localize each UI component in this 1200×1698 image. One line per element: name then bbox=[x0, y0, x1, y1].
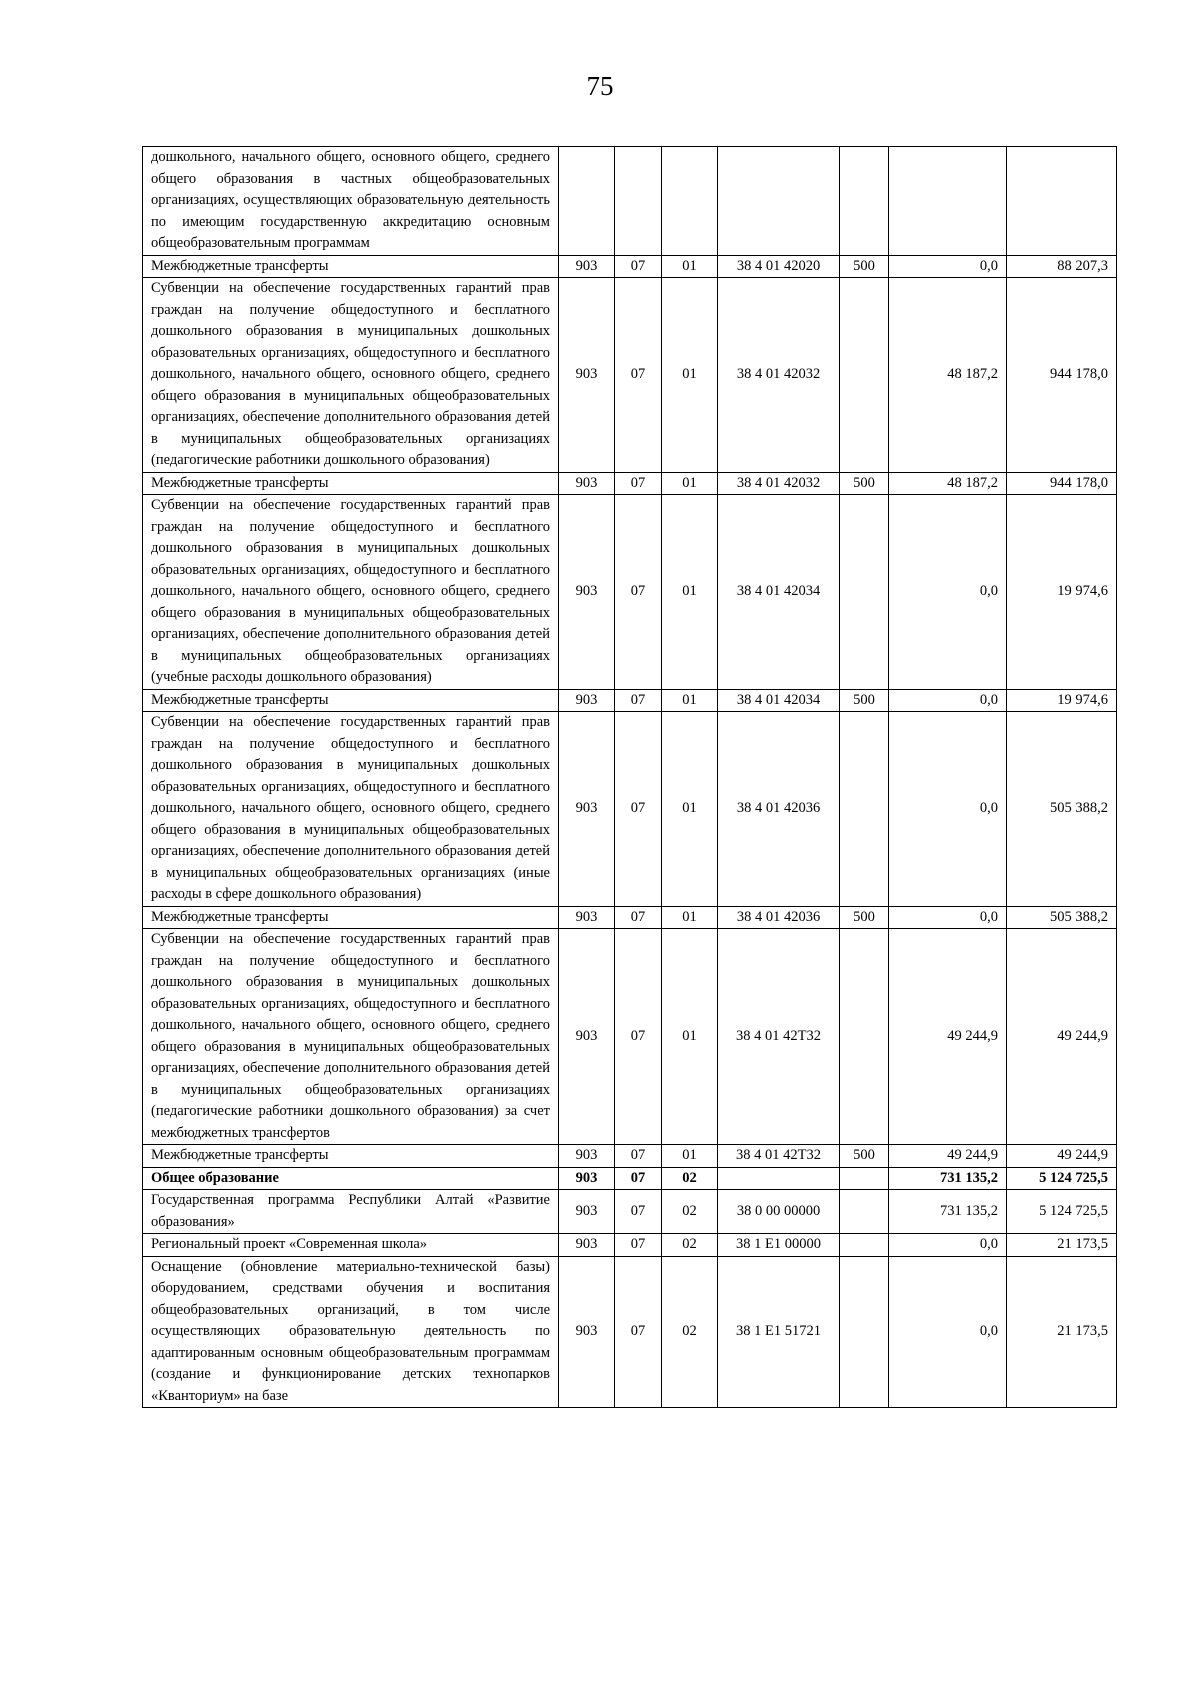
cell-ministry-code: 903 bbox=[559, 1190, 615, 1234]
cell-target-code: 38 4 01 42036 bbox=[718, 906, 840, 929]
cell-sum-2: 21 173,5 bbox=[1007, 1234, 1117, 1257]
cell-section: 07 bbox=[615, 1145, 662, 1168]
cell-ministry-code: 903 bbox=[559, 1256, 615, 1408]
cell-section: 07 bbox=[615, 278, 662, 473]
cell-sum-1: 0,0 bbox=[889, 906, 1007, 929]
cell-expense-type: 500 bbox=[840, 255, 889, 278]
table-row bbox=[143, 929, 1117, 1145]
cell-name: Субвенции на обеспечение государственных гарантий прав граждан на получение общедоступного и бесплатного дошкольного образования в муниципальных дошкольных образовательных организациях, общедоступного и бесплатного дошкольного, начального общего, основного общего, среднего общего образования в муниципальных общеобразовательных организациях, обеспечение дополнительного образования детей в муниципальных общеобразовательных организациях (иные расходы в сфере дошкольного образования) bbox=[143, 712, 559, 907]
cell-expense-type: 500 bbox=[840, 472, 889, 495]
cell-section: 07 bbox=[615, 495, 662, 690]
cell-expense-type bbox=[840, 278, 889, 473]
cell-target-code: 38 4 01 42034 bbox=[718, 689, 840, 712]
cell-name: Межбюджетные трансферты bbox=[143, 689, 559, 712]
cell-subsection: 01 bbox=[662, 712, 718, 907]
cell-subsection: 01 bbox=[662, 255, 718, 278]
cell-subsection: 02 bbox=[662, 1167, 718, 1190]
cell-sum-2: 505 388,2 bbox=[1007, 906, 1117, 929]
cell-subsection: 01 bbox=[662, 278, 718, 473]
table-row bbox=[143, 1256, 1117, 1408]
cell-expense-type: 500 bbox=[840, 689, 889, 712]
cell-name: Оснащение (обновление материально-технической базы) оборудованием, средствами обучения и воспитания общеобразовательных организаций, в том числе осуществляющих образовательную деятельность по адаптированным основным общеобразовательным программам (создание и функционирование детских технопарков «Кванториум» на базе bbox=[143, 1256, 559, 1408]
cell-sum-2: 88 207,3 bbox=[1007, 255, 1117, 278]
cell-subsection bbox=[662, 147, 718, 256]
cell-expense-type bbox=[840, 1256, 889, 1408]
cell-name: Государственная программа Республики Алтай «Развитие образования» bbox=[143, 1190, 559, 1234]
table-row bbox=[143, 278, 1117, 473]
cell-name: Общее образование bbox=[143, 1167, 559, 1190]
cell-subsection: 01 bbox=[662, 1145, 718, 1168]
cell-ministry-code: 903 bbox=[559, 1167, 615, 1190]
cell-target-code bbox=[718, 147, 840, 256]
cell-ministry-code: 903 bbox=[559, 278, 615, 473]
cell-subsection: 01 bbox=[662, 689, 718, 712]
cell-sum-2: 49 244,9 bbox=[1007, 1145, 1117, 1168]
cell-subsection: 01 bbox=[662, 906, 718, 929]
cell-name: Субвенции на обеспечение государственных гарантий прав граждан на получение общедоступного и бесплатного дошкольного образования в муниципальных дошкольных образовательных организациях, общедоступного и бесплатного дошкольного, начального общего, основного общего, среднего общего образования в муниципальных общеобразовательных организациях, обеспечение дополнительного образования детей в муниципальных общеобразовательных организациях (учебные расходы дошкольного образования) bbox=[143, 495, 559, 690]
cell-target-code: 38 4 01 42Т32 bbox=[718, 929, 840, 1145]
table-row bbox=[143, 1190, 1117, 1234]
cell-sum-2: 944 178,0 bbox=[1007, 278, 1117, 473]
table-row bbox=[143, 255, 1117, 278]
cell-subsection: 02 bbox=[662, 1256, 718, 1408]
cell-sum-1: 731 135,2 bbox=[889, 1167, 1007, 1190]
table-body bbox=[143, 147, 1117, 1408]
cell-expense-type bbox=[840, 495, 889, 690]
table-row bbox=[143, 906, 1117, 929]
table-row bbox=[143, 1167, 1117, 1190]
cell-name: Региональный проект «Современная школа» bbox=[143, 1234, 559, 1257]
cell-expense-type bbox=[840, 147, 889, 256]
cell-section: 07 bbox=[615, 1167, 662, 1190]
cell-sum-1 bbox=[889, 147, 1007, 256]
table-row bbox=[143, 495, 1117, 690]
cell-ministry-code: 903 bbox=[559, 929, 615, 1145]
cell-expense-type: 500 bbox=[840, 906, 889, 929]
cell-sum-2: 49 244,9 bbox=[1007, 929, 1117, 1145]
cell-target-code: 38 4 01 42020 bbox=[718, 255, 840, 278]
cell-subsection: 01 bbox=[662, 929, 718, 1145]
cell-target-code: 38 4 01 42032 bbox=[718, 278, 840, 473]
cell-ministry-code: 903 bbox=[559, 1145, 615, 1168]
cell-ministry-code: 903 bbox=[559, 906, 615, 929]
table-row bbox=[143, 1145, 1117, 1168]
cell-ministry-code: 903 bbox=[559, 1234, 615, 1257]
cell-sum-1: 0,0 bbox=[889, 1234, 1007, 1257]
cell-section: 07 bbox=[615, 712, 662, 907]
cell-sum-2: 5 124 725,5 bbox=[1007, 1190, 1117, 1234]
cell-target-code: 38 4 01 42Т32 bbox=[718, 1145, 840, 1168]
cell-target-code: 38 0 00 00000 bbox=[718, 1190, 840, 1234]
table-row bbox=[143, 1234, 1117, 1257]
cell-sum-1: 49 244,9 bbox=[889, 1145, 1007, 1168]
cell-name: Субвенции на обеспечение государственных гарантий прав граждан на получение общедоступного и бесплатного дошкольного образования в муниципальных дошкольных образовательных организациях, общедоступного и бесплатного дошкольного, начального общего, основного общего, среднего общего образования в муниципальных общеобразовательных организациях, обеспечение дополнительного образования детей в муниципальных общеобразовательных организациях (педагогические работники дошкольного образования) за счет межбюджетных трансфертов bbox=[143, 929, 559, 1145]
cell-name: Межбюджетные трансферты bbox=[143, 472, 559, 495]
cell-target-code: 38 1 E1 51721 bbox=[718, 1256, 840, 1408]
cell-subsection: 01 bbox=[662, 495, 718, 690]
cell-section: 07 bbox=[615, 255, 662, 278]
cell-target-code: 38 4 01 42032 bbox=[718, 472, 840, 495]
cell-ministry-code: 903 bbox=[559, 255, 615, 278]
cell-subsection: 01 bbox=[662, 472, 718, 495]
budget-table bbox=[142, 146, 1117, 1408]
cell-subsection: 02 bbox=[662, 1234, 718, 1257]
cell-section: 07 bbox=[615, 929, 662, 1145]
cell-section: 07 bbox=[615, 1234, 662, 1257]
cell-expense-type bbox=[840, 1167, 889, 1190]
table-row bbox=[143, 689, 1117, 712]
cell-section: 07 bbox=[615, 689, 662, 712]
cell-name: Субвенции на обеспечение государственных гарантий прав граждан на получение общедоступного и бесплатного дошкольного образования в муниципальных дошкольных образовательных организациях, общедоступного и бесплатного дошкольного, начального общего, основного общего, среднего общего образования в муниципальных общеобразовательных организациях, обеспечение дополнительного образования детей в муниципальных общеобразовательных организациях (педагогические работники дошкольного образования) bbox=[143, 278, 559, 473]
cell-ministry-code: 903 bbox=[559, 472, 615, 495]
cell-sum-2: 21 173,5 bbox=[1007, 1256, 1117, 1408]
page-number: 75 bbox=[586, 71, 614, 101]
cell-name: дошкольного, начального общего, основного общего, среднего общего образования в частных общеобразовательных организациях, осуществляющих образовательную деятельность по имеющим государственную аккредитацию основным общеобразовательным программам bbox=[143, 147, 559, 256]
table-row bbox=[143, 472, 1117, 495]
cell-sum-2: 5 124 725,5 bbox=[1007, 1167, 1117, 1190]
cell-section: 07 bbox=[615, 472, 662, 495]
cell-expense-type bbox=[840, 1234, 889, 1257]
cell-sum-2: 19 974,6 bbox=[1007, 495, 1117, 690]
cell-sum-2: 944 178,0 bbox=[1007, 472, 1117, 495]
cell-target-code: 38 1 E1 00000 bbox=[718, 1234, 840, 1257]
cell-sum-2 bbox=[1007, 147, 1117, 256]
cell-section: 07 bbox=[615, 1256, 662, 1408]
cell-ministry-code bbox=[559, 147, 615, 256]
cell-target-code: 38 4 01 42036 bbox=[718, 712, 840, 907]
cell-subsection: 02 bbox=[662, 1190, 718, 1234]
cell-sum-1: 0,0 bbox=[889, 689, 1007, 712]
cell-target-code bbox=[718, 1167, 840, 1190]
table-row bbox=[143, 712, 1117, 907]
cell-name: Межбюджетные трансферты bbox=[143, 1145, 559, 1168]
cell-expense-type bbox=[840, 1190, 889, 1234]
cell-name: Межбюджетные трансферты bbox=[143, 255, 559, 278]
cell-sum-1: 48 187,2 bbox=[889, 472, 1007, 495]
cell-name: Межбюджетные трансферты bbox=[143, 906, 559, 929]
cell-sum-1: 0,0 bbox=[889, 255, 1007, 278]
cell-sum-1: 49 244,9 bbox=[889, 929, 1007, 1145]
cell-ministry-code: 903 bbox=[559, 689, 615, 712]
cell-section: 07 bbox=[615, 1190, 662, 1234]
table-row bbox=[143, 147, 1117, 256]
cell-sum-1: 731 135,2 bbox=[889, 1190, 1007, 1234]
cell-expense-type bbox=[840, 712, 889, 907]
cell-sum-2: 505 388,2 bbox=[1007, 712, 1117, 907]
cell-sum-1: 48 187,2 bbox=[889, 278, 1007, 473]
cell-ministry-code: 903 bbox=[559, 712, 615, 907]
cell-ministry-code: 903 bbox=[559, 495, 615, 690]
cell-expense-type bbox=[840, 929, 889, 1145]
cell-target-code: 38 4 01 42034 bbox=[718, 495, 840, 690]
cell-expense-type: 500 bbox=[840, 1145, 889, 1168]
cell-sum-2: 19 974,6 bbox=[1007, 689, 1117, 712]
cell-sum-1: 0,0 bbox=[889, 1256, 1007, 1408]
cell-sum-1: 0,0 bbox=[889, 712, 1007, 907]
cell-sum-1: 0,0 bbox=[889, 495, 1007, 690]
cell-section bbox=[615, 147, 662, 256]
cell-section: 07 bbox=[615, 906, 662, 929]
